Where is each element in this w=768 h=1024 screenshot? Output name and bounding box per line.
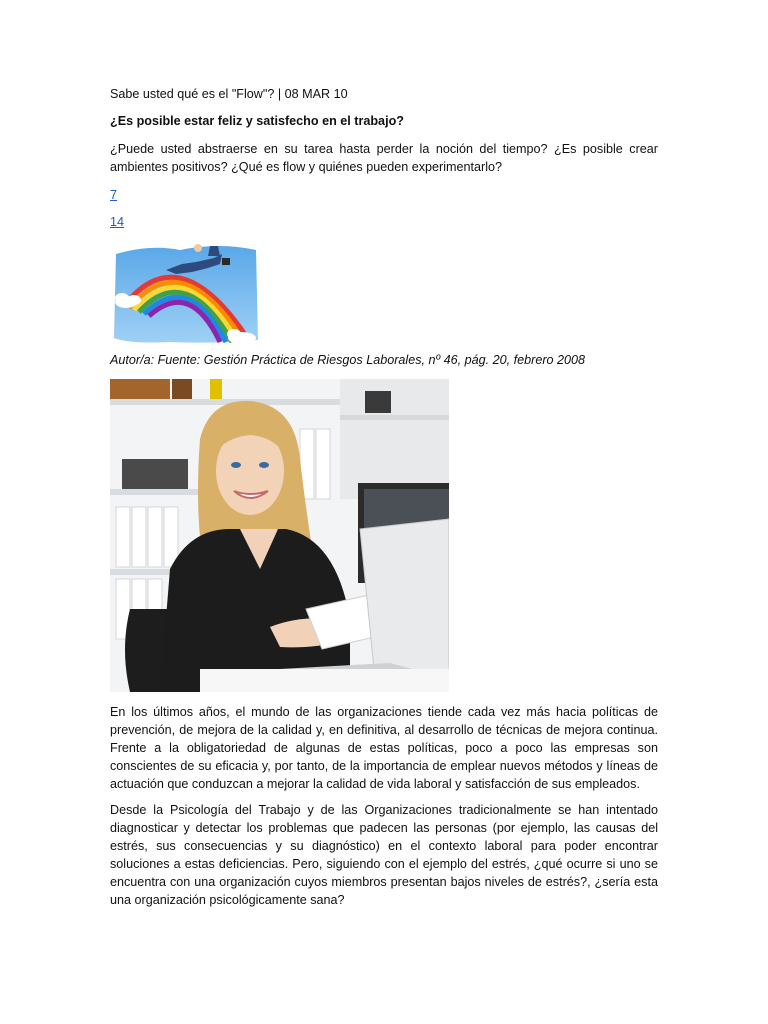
author-source-line: Autor/a: Fuente: Gestión Práctica de Riesgos Laborales, nº 46, pág. 20, febrero 2008 (110, 353, 586, 367)
office-woman-photo (110, 379, 449, 692)
article-subtitle: ¿Es posible estar feliz y satisfecho en el trabajo? (110, 114, 404, 128)
rainbow-illustration (110, 240, 260, 344)
body-paragraph-2: Desde la Psicología del Trabajo y de las Organizaciones tradicionalmente se han intentado diagnosticar y detectar los problemas que padecen las personas (por ejemplo, las causas del estrés, sus consecuencias y su diagnóstico) en el contexto laboral para poder encontrar soluciones a estas deficiencias. Pero, siguiendo con el ejemplo del estrés, ¿qué ocurre si uno se encuentra con una organización cuyos miembros presentan bajos niveles de estrés?, ¿sería esta una organización psicológicamente sana? (110, 803, 658, 907)
body-paragraph-1: En los últimos años, el mundo de las organizaciones tiende cada vez más hacia políticas de prevención, de mejora de la calidad y, en definitiva, al desarrollo de técnicas de mejora continua. Frente a la obligatoriedad de algunas de estas políticas, poco a poco las empresas son conscientes de su eficacia y, por tanto, de la importancia de emplear nuevos métodos y líneas de actuación que conduzcan a mejorar la calidad de vida laboral y satisfacción de sus empleados. (110, 705, 658, 791)
link-7[interactable]: 7 (110, 188, 118, 202)
link-14[interactable]: 14 (110, 215, 125, 229)
intro-paragraph: ¿Puede usted abstraerse en su tarea hasta perder la noción del tiempo? ¿Es posible crear ambientes positivos? ¿Qué es flow y quiénes pueden experimentarlo? (110, 142, 658, 174)
header-line: Sabe usted qué es el "Flow"? | 08 MAR 10 (110, 87, 348, 101)
